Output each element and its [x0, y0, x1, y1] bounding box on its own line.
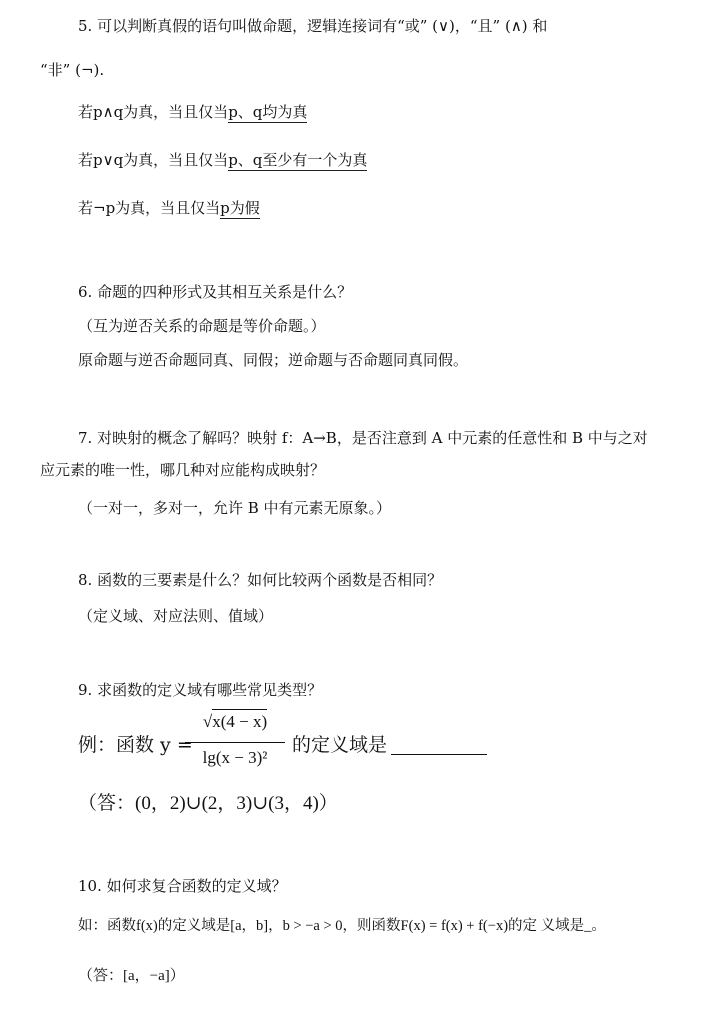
q8-answer: （定义域、对应法则、值域）: [78, 607, 274, 625]
q9-answer: （答：(0，2)∪(2，3)∪(3，4)）: [78, 793, 338, 814]
sqrt-icon: √: [202, 712, 213, 731]
answer-blank: [391, 754, 487, 755]
q5-and-underlined: p、q均为真: [228, 103, 308, 121]
q6-question: 6. 命题的四种形式及其相互关系是什么？: [78, 283, 353, 301]
q9-denominator: lg(x − 3)²: [202, 748, 268, 767]
q6-answer: 原命题与逆否命题同真、同假；逆命题与否命题同真同假。: [78, 351, 469, 369]
q7-line1: 7. 对映射的概念了解吗？映射 f：A→B，是否注意到 A 中元素的任意性和 B 中与之对: [78, 429, 648, 447]
q5-not-underlined: p为假: [220, 199, 260, 217]
q5-or-underlined: p、q至少有一个为真: [228, 151, 368, 169]
q10-example: 如：函数f(x)的定义域是[a，b]，b > −a > 0，则函数F(x) = f(x) + f(−x)的定 义域是_。: [78, 918, 606, 934]
q5-and-rule: [78, 102, 307, 122]
q5-or-prefix: 若p∨q为真，当且仅当: [78, 151, 229, 169]
q10-answer: （答：[a，−a]）: [78, 968, 185, 984]
q9-question: 9. 求函数的定义域有哪些常见类型？: [78, 681, 323, 699]
q9-radicand: x(4 − x): [212, 709, 267, 731]
q7-answer: （一对一，多对一，允许 B 中有元素无原象。）: [78, 499, 392, 517]
q5-not-rule: [78, 198, 260, 218]
q5-or-rule: [78, 150, 367, 170]
q9-example-prefix: 例：函数 y =: [78, 734, 193, 756]
q10-question: 10. 如何求复合函数的定义域？: [78, 877, 287, 895]
q5-and-prefix: 若p∧q为真，当且仅当: [78, 103, 229, 121]
q7-line2: 应元素的唯一性，哪几种对应能构成映射？: [40, 461, 326, 479]
fraction-bar: [185, 742, 285, 743]
q5-line1: 5. 可以判断真假的语句叫做命题，逻辑连接词有“或” (∨)，“且” (∧) 和: [78, 17, 548, 35]
q9-numerator: [185, 712, 285, 732]
q9-example-suffix: 的定义域是: [292, 734, 388, 756]
q6-hint: （互为逆否关系的命题是等价命题。）: [78, 317, 326, 335]
q5-not-prefix: 若¬p为真，当且仅当: [78, 199, 221, 217]
q8-question: 8. 函数的三要素是什么？如何比较两个函数是否相同？: [78, 571, 443, 589]
q5-line2: “非” (¬).: [40, 61, 105, 79]
q9-fraction: [185, 712, 285, 776]
q9-example-suffix-line: [292, 735, 487, 755]
